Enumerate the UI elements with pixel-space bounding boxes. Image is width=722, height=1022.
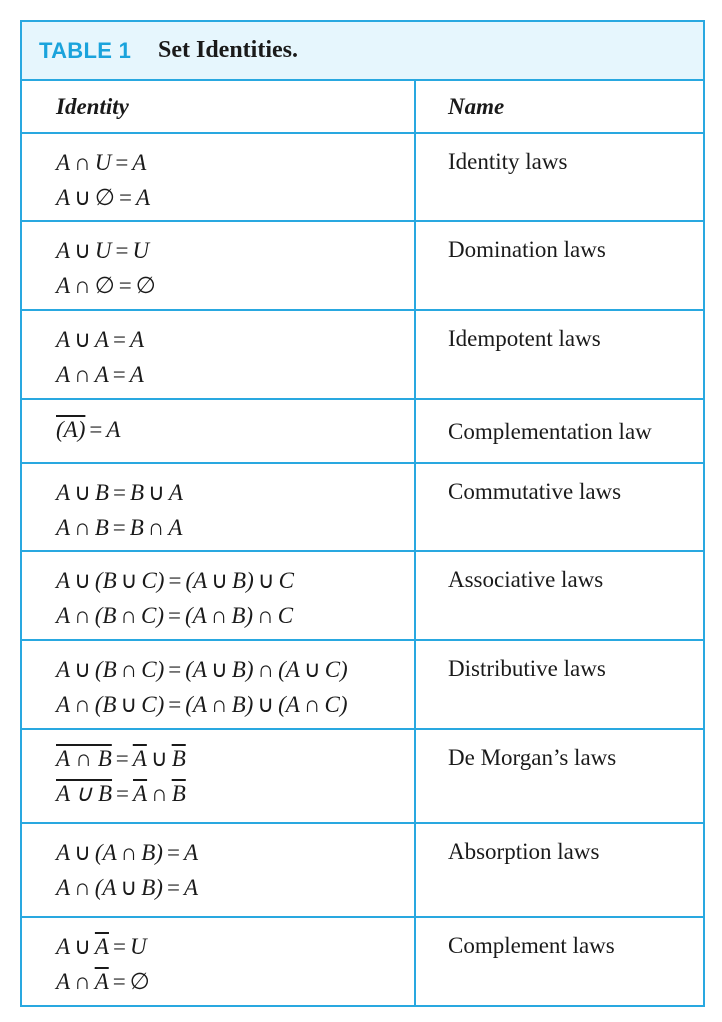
formula-token: ∪ <box>74 238 91 263</box>
formula-token: = <box>168 657 182 682</box>
formula-token: A <box>183 875 199 900</box>
identity-name: Commutative laws <box>448 479 622 504</box>
formula-token: C) <box>141 692 165 717</box>
identity-formula <box>56 515 182 541</box>
formula-token: ∪ <box>74 327 91 352</box>
formula-token: ∪ <box>74 840 91 865</box>
formula-token: (B <box>94 568 117 593</box>
formula-token: ∩ <box>210 692 228 717</box>
identity-name: Distributive laws <box>448 656 606 681</box>
formula-token: A ∪ B <box>56 781 113 806</box>
table-label: TABLE 1 <box>39 38 132 63</box>
header-name: Name <box>448 94 505 119</box>
table-row <box>22 462 703 550</box>
formula-token: ∪ <box>74 934 91 959</box>
formula-token: A <box>56 327 71 352</box>
formula-token: A <box>56 238 71 263</box>
formula-token: A <box>129 327 145 352</box>
formula-token: A <box>56 692 71 717</box>
formula-token: ∪ <box>74 568 91 593</box>
identity-name: Idempotent laws <box>448 326 601 351</box>
table-row <box>22 398 703 462</box>
formula-token: ∩ <box>74 969 91 994</box>
table-row <box>22 309 703 398</box>
formula-token: ∪ <box>74 657 91 682</box>
formula-token: A <box>56 875 71 900</box>
formula-token: (A <box>185 568 208 593</box>
formula-token: $\overline{A}$ <box>94 934 109 959</box>
formula-token: $\overline{B}$ <box>171 781 186 806</box>
formula-token: (A) <box>56 417 86 442</box>
formula-token: ∅ <box>94 273 115 298</box>
formula-token: C) <box>141 657 165 682</box>
formula-token: ∪ <box>150 746 168 771</box>
header-identity: Identity <box>56 94 129 119</box>
formula-token: A <box>56 185 71 210</box>
formula-token: = <box>116 781 130 806</box>
formula-token: A <box>132 150 147 175</box>
formula-token: C) <box>141 603 165 628</box>
formula-token: ∩ <box>210 603 228 628</box>
formula-token: ∩ <box>74 273 91 298</box>
identity-formula <box>56 692 347 718</box>
formula-token: ∩ <box>74 150 91 175</box>
formula-token: A <box>135 185 150 210</box>
formula-token: (A <box>278 657 300 682</box>
identity-formula <box>56 934 147 960</box>
identity-name: Identity laws <box>448 149 568 174</box>
formula-token: C <box>277 603 294 628</box>
formula-token: ∪ <box>120 568 138 593</box>
formula-token: ∪ <box>303 657 321 682</box>
identity-name: Complement laws <box>448 933 615 958</box>
formula-token: A <box>56 568 71 593</box>
identity-formula <box>56 238 149 264</box>
formula-token: C <box>278 568 294 593</box>
identity-formula <box>56 273 156 299</box>
identity-name: Domination laws <box>448 237 606 262</box>
formula-token: A <box>168 515 183 540</box>
formula-token: B) <box>231 692 254 717</box>
formula-token: ∪ <box>257 692 275 717</box>
table-row <box>22 550 703 639</box>
formula-token: A <box>168 480 183 505</box>
formula-token: A <box>56 840 71 865</box>
formula-token: B) <box>232 568 254 593</box>
identity-formula <box>56 327 144 353</box>
formula-token: A <box>94 327 109 352</box>
formula-token: U <box>94 238 112 263</box>
formula-token: A ∩ B <box>56 746 112 771</box>
formula-token: ∪ <box>148 480 165 505</box>
formula-token: ∪ <box>120 875 138 900</box>
formula-token: = <box>168 603 182 628</box>
formula-token: B <box>129 480 145 505</box>
identity-formula <box>56 185 150 211</box>
formula-token: ∩ <box>257 657 275 682</box>
table-row <box>22 916 703 1007</box>
formula-token: U <box>94 150 112 175</box>
formula-token: (A <box>185 692 207 717</box>
formula-token: C) <box>141 568 165 593</box>
table-row <box>22 220 703 309</box>
formula-token: ∩ <box>303 692 321 717</box>
formula-token: ∩ <box>74 875 91 900</box>
formula-token: ∩ <box>120 840 138 865</box>
formula-token: ∪ <box>211 568 229 593</box>
identity-name: De Morgan’s laws <box>448 745 617 770</box>
formula-token: (B <box>94 692 117 717</box>
identity-formula <box>56 417 120 443</box>
identity-formula <box>56 657 348 683</box>
formula-token: $\overline{B}$ <box>171 746 186 771</box>
formula-token: A <box>94 362 109 387</box>
formula-token: ∩ <box>147 515 165 540</box>
formula-token: A <box>56 603 71 628</box>
table-row <box>22 639 703 728</box>
formula-token: ∪ <box>210 657 228 682</box>
formula-token: C) <box>324 657 348 682</box>
identity-name: Associative laws <box>448 567 604 592</box>
formula-token: $\overline{A}$ <box>133 781 148 806</box>
formula-token: (A <box>185 657 207 682</box>
formula-token: ∩ <box>74 692 91 717</box>
formula-token: (B <box>94 603 117 628</box>
formula-token: A <box>56 150 71 175</box>
formula-token: A <box>56 362 71 387</box>
formula-token: = <box>89 417 103 442</box>
formula-token: = <box>118 273 132 298</box>
formula-token: B <box>94 515 109 540</box>
formula-token: ∅ <box>135 273 156 298</box>
formula-token: = <box>168 692 182 717</box>
identity-formula <box>56 568 294 594</box>
formula-token: B) <box>141 875 163 900</box>
formula-token: = <box>166 840 180 865</box>
formula-token: = <box>166 875 180 900</box>
identity-formula <box>56 480 183 506</box>
formula-token: ∪ <box>257 568 275 593</box>
formula-token: = <box>112 327 126 352</box>
formula-token: B <box>94 480 109 505</box>
formula-token: = <box>118 185 132 210</box>
formula-token: ∅ <box>94 185 115 210</box>
identity-formula <box>56 875 198 901</box>
formula-token: A <box>129 362 144 387</box>
formula-token: A <box>56 480 71 505</box>
formula-token: U <box>129 934 147 959</box>
formula-token: = <box>115 746 129 771</box>
formula-token: = <box>112 362 126 387</box>
formula-token: ∩ <box>74 362 91 387</box>
formula-token: A <box>56 657 71 682</box>
formula-token: A <box>183 840 199 865</box>
formula-token: B) <box>141 840 163 865</box>
formula-token: (A <box>94 875 117 900</box>
identity-formula <box>56 969 150 995</box>
formula-token: ∩ <box>120 657 138 682</box>
formula-token: ∩ <box>120 603 138 628</box>
formula-token: ∪ <box>120 692 138 717</box>
formula-token: ∩ <box>74 515 91 540</box>
identity-formula <box>56 840 198 866</box>
formula-token: (B <box>94 657 117 682</box>
formula-token: A <box>56 934 71 959</box>
formula-token: B <box>129 515 144 540</box>
formula-token: (A <box>185 603 207 628</box>
table-title-bar <box>22 22 703 81</box>
table-row <box>22 132 703 220</box>
formula-token: = <box>112 934 126 959</box>
formula-token: A <box>106 417 121 442</box>
set-identities-table <box>20 20 705 1007</box>
formula-token: ∩ <box>257 603 274 628</box>
table-row <box>22 822 703 916</box>
identity-name: Absorption laws <box>448 839 600 864</box>
formula-token: B) <box>231 603 254 628</box>
formula-token: A <box>56 969 71 994</box>
identity-formula <box>56 603 293 629</box>
formula-token: ∩ <box>151 781 168 806</box>
formula-token: = <box>112 480 126 505</box>
table-title: Set Identities. <box>158 37 298 63</box>
table-row <box>22 728 703 822</box>
formula-token: $\overline{A}$ <box>132 746 147 771</box>
formula-token: C) <box>324 692 348 717</box>
identity-name: Complementation law <box>448 419 652 444</box>
formula-token: (A <box>94 840 117 865</box>
formula-token: ∅ <box>129 969 150 994</box>
formula-token: = <box>115 150 129 175</box>
formula-token: $\overline{A}$ <box>94 969 109 994</box>
formula-token: = <box>168 568 182 593</box>
identity-formula <box>56 150 146 176</box>
identity-formula <box>56 781 186 807</box>
formula-token: A <box>56 515 71 540</box>
formula-token: = <box>112 969 126 994</box>
formula-token: (A <box>278 692 300 717</box>
formula-token: = <box>112 515 126 540</box>
formula-token: ∪ <box>74 480 91 505</box>
identity-formula <box>56 746 186 772</box>
formula-token: = <box>115 238 129 263</box>
formula-token: U <box>132 238 150 263</box>
identity-formula <box>56 362 144 388</box>
formula-token: A <box>56 273 71 298</box>
formula-token: ∩ <box>74 603 91 628</box>
formula-token: ∪ <box>74 185 91 210</box>
formula-token: B) <box>231 657 254 682</box>
